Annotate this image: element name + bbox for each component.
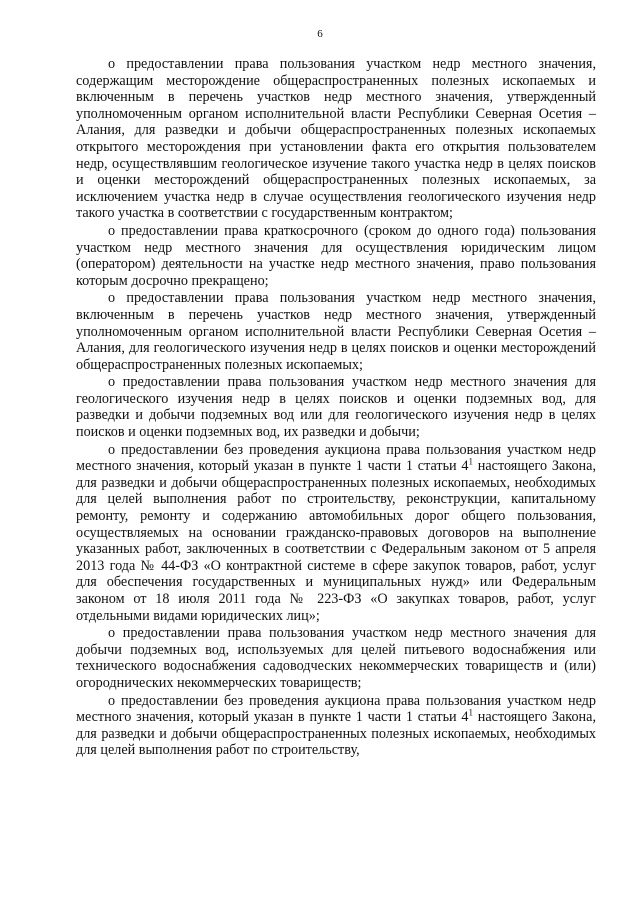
page-number: 6 <box>317 28 323 40</box>
paragraph-2: о предоставлении права краткосрочного (сроком до одного года) пользования участком недр местного значения для осуществления юридическим лицом (оператором) деятельности на участке недр местного значения, право пользования которым досрочно прекращено; <box>76 222 596 289</box>
article-superscript: 1 <box>468 707 474 718</box>
paragraph-4: о предоставлении права пользования участком недр местного значения для геологического изучения недр в целях поисков и оценки подземных вод, для разведки и добычи подземных вод или для геологического изучения недр в целях поисков и оценки подземных вод, их разведки и добычи; <box>76 374 596 441</box>
article-superscript: 1 <box>468 456 474 467</box>
paragraph-7-text-start: о предоставлении без проведения аукциона права пользования участком недр местного значения, который указан в пункте 1 части 1 статьи 4 <box>76 692 596 726</box>
paragraph-5-text-start: о предоставлении без проведения аукциона права пользования участком недр местного значения, который указан в пункте 1 части 1 статьи 4 <box>76 441 596 475</box>
paragraph-7-text-end: настоящего Закона, для разведки и добычи общераспространенных полезных ископаемых, необходимых для целей выполнения работ по строительству, <box>76 709 596 759</box>
paragraph-1: о предоставлении права пользования участком недр местного значения, содержащим месторождение общераспространенных полезных ископаемых и включенным в перечень участков недр местного значения, утвержденный уполномоченным органом исполнительной власти Республики Северная Осетия – Алания, для разведки и добычи общераспространенных полезных ископаемых открытого месторождения при установлении факта его открытия пользователем недр, осуществлявшим геологическое изучение такого участка недр в целях поисков и оценки месторождений общераспространенных полезных ископаемых, за исключением участка недр в случае осуществления геологического изучения недр такого участка в соответствии с государственным контрактом; <box>76 56 596 222</box>
document-body <box>76 56 596 760</box>
paragraph-3: о предоставлении права пользования участком недр местного значения, включенным в перечень участков недр местного значения, утвержденный уполномоченным органом исполнительной власти Республики Северная Осетия – Алания, для геологического изучения недр в целях поисков и оценки месторождений общераспространенных полезных ископаемых; <box>76 290 596 373</box>
paragraph-6: о предоставлении права пользования участком недр местного значения для добычи подземных вод, используемых для целей питьевого водоснабжения или технического водоснабжения садоводческих некоммерческих товариществ и (или) огороднических некоммерческих товариществ; <box>76 625 596 691</box>
paragraph-5 <box>76 442 596 625</box>
paragraph-5-text-end: настоящего Закона, для разведки и добычи общераспространенных полезных ископаемых, необходимых для целей выполнения работ по строительству, реконструкции, капитальному ремонту, ремонту и содержанию автомобильных дорог общего пользования, осуществляемых на основании гражданско-правовых договоров на выполнение указанных работ, заключенных в соответствии с Федеральным законом от 5 апреля 2013 года № 44-ФЗ «О контрактной системе в сфере закупок товаров, работ, услуг для обеспечения государственных и муниципальных нужд» или Федеральным законом от 18 июля 2011 года № 223-ФЗ «О закупках товаров, работ, услуг отдельными видами юридических лиц»; <box>76 458 596 624</box>
paragraph-7 <box>76 693 596 759</box>
